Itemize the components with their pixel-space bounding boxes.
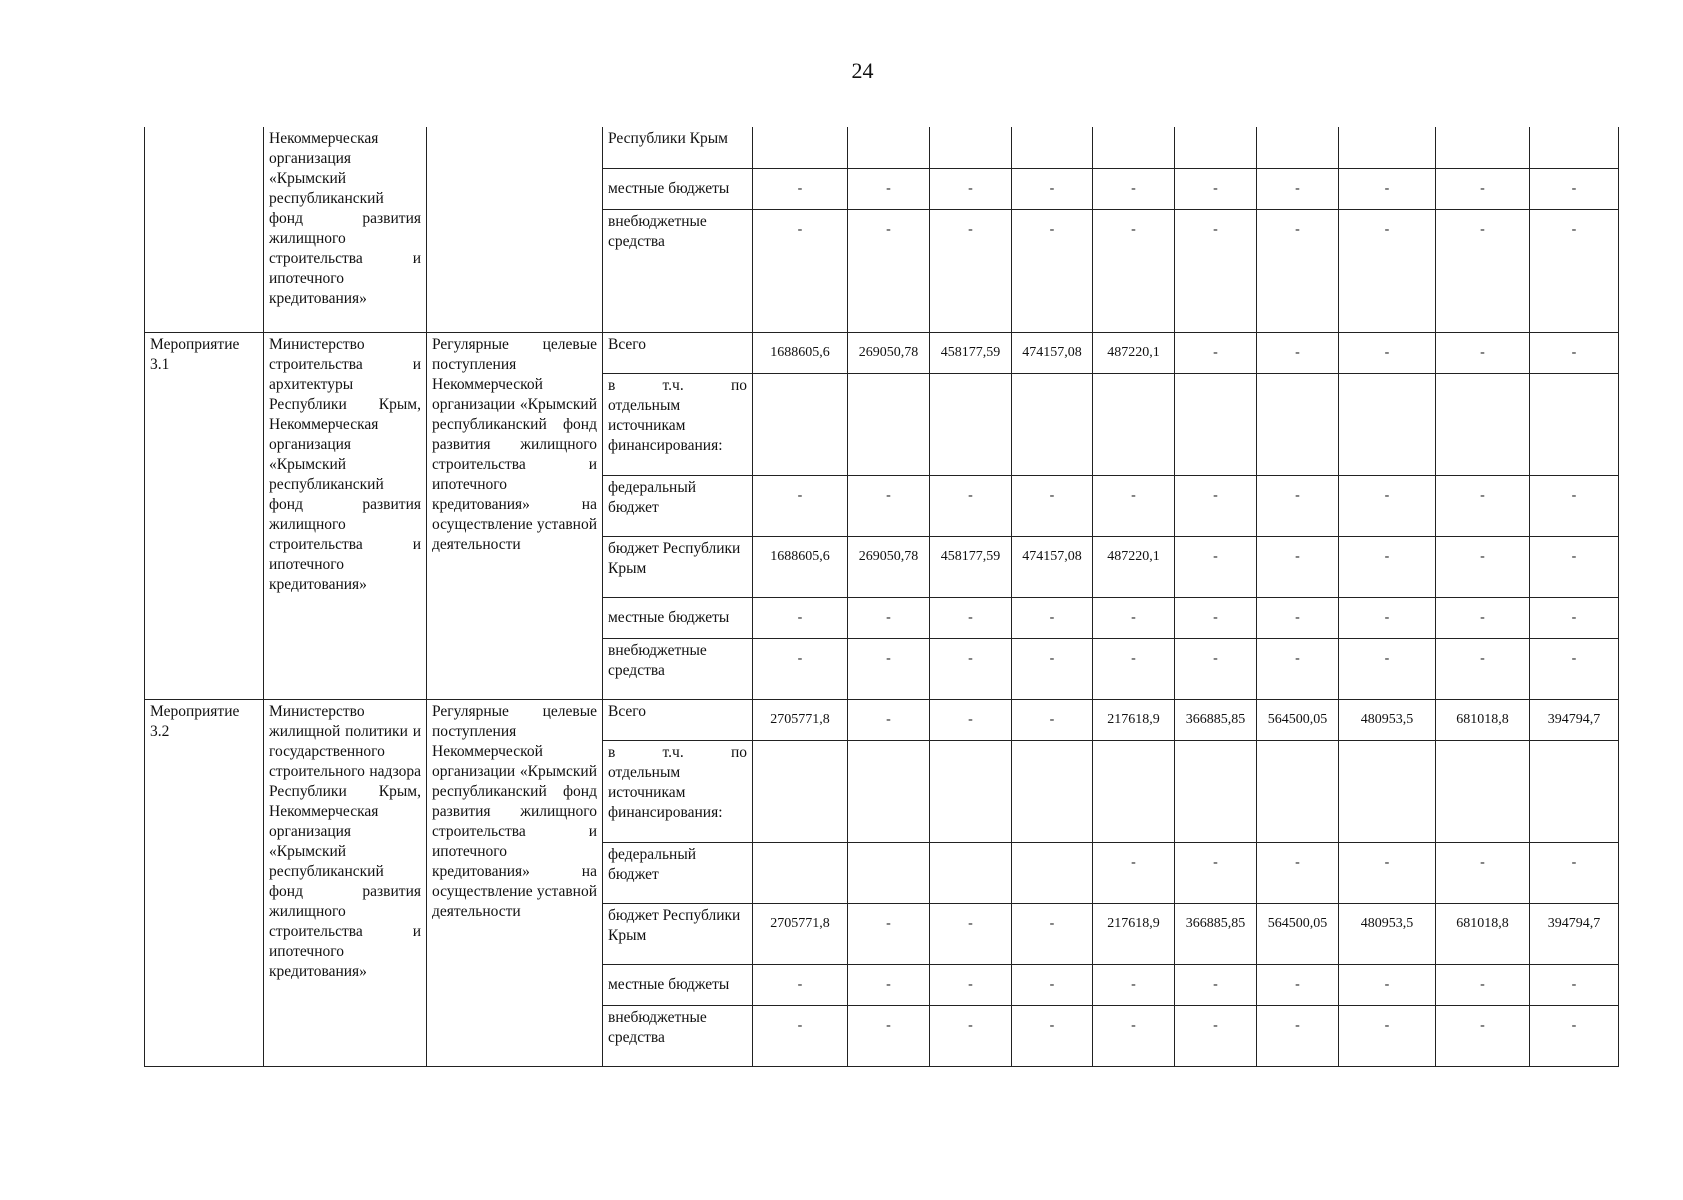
- value-cell: -: [1093, 209, 1175, 332]
- value-cell: [930, 127, 1012, 168]
- value-cell: -: [848, 209, 930, 332]
- value-cell: -: [1530, 1005, 1619, 1066]
- value-cell: [848, 373, 930, 475]
- value-cell: -: [1012, 475, 1093, 536]
- value-cell: -: [753, 638, 848, 699]
- value-cell: -: [1175, 597, 1257, 638]
- value-cell: -: [1530, 842, 1619, 903]
- source-cell: федеральный бюджет: [603, 475, 753, 536]
- value-cell: -: [1093, 638, 1175, 699]
- value-cell: -: [1257, 332, 1339, 373]
- value-cell: 1688605,6: [753, 536, 848, 597]
- value-cell: [1012, 373, 1093, 475]
- value-cell: -: [1339, 475, 1436, 536]
- value-cell: -: [1530, 597, 1619, 638]
- value-cell: [1093, 373, 1175, 475]
- source-text-first-line: в т.ч. по: [608, 376, 747, 394]
- value-cell: 366885,85: [1175, 699, 1257, 740]
- value-cell: 1688605,6: [753, 332, 848, 373]
- value-cell: -: [1012, 699, 1093, 740]
- value-cell: 480953,5: [1339, 903, 1436, 964]
- measure-name-cell: Мероприятие 3.2: [145, 699, 264, 1066]
- value-cell: -: [848, 699, 930, 740]
- value-cell: -: [848, 475, 930, 536]
- value-cell: -: [930, 903, 1012, 964]
- value-cell: -: [1436, 536, 1530, 597]
- value-cell: -: [1339, 332, 1436, 373]
- value-cell: -: [1339, 597, 1436, 638]
- value-cell: 2705771,8: [753, 903, 848, 964]
- value-cell: -: [848, 168, 930, 209]
- value-cell: [930, 740, 1012, 842]
- source-cell: местные бюджеты: [603, 168, 753, 209]
- value-cell: [1436, 127, 1530, 168]
- source-cell: Всего: [603, 699, 753, 740]
- value-cell: [1257, 740, 1339, 842]
- value-cell: [1530, 740, 1619, 842]
- value-cell: -: [848, 964, 930, 1005]
- measure-cell-empty: [145, 127, 264, 332]
- value-cell: -: [1012, 168, 1093, 209]
- executor-cell: Министерство строительства и архитектуры Республики Крым, Некоммерческая организация «Крымский республиканский фонд развития жилищного строительства и ипотечного кредитования»: [264, 332, 427, 699]
- value-cell: -: [1257, 638, 1339, 699]
- value-cell: -: [753, 475, 848, 536]
- value-cell: -: [753, 597, 848, 638]
- value-cell: -: [1175, 475, 1257, 536]
- value-cell: [848, 740, 930, 842]
- source-text: отдельным источникам финансирования:: [608, 763, 723, 821]
- table-body: [145, 127, 1619, 1066]
- value-cell: -: [930, 209, 1012, 332]
- value-cell: -: [1257, 209, 1339, 332]
- value-cell: -: [1012, 597, 1093, 638]
- value-cell: -: [1339, 209, 1436, 332]
- value-cell: -: [1436, 638, 1530, 699]
- value-cell: -: [1175, 842, 1257, 903]
- value-cell: -: [1175, 638, 1257, 699]
- value-cell: -: [848, 638, 930, 699]
- value-cell: -: [1436, 842, 1530, 903]
- value-cell: -: [1175, 964, 1257, 1005]
- value-cell: -: [1012, 209, 1093, 332]
- financing-table: [144, 127, 1619, 1067]
- value-cell: -: [753, 209, 848, 332]
- value-cell: -: [1339, 842, 1436, 903]
- value-cell: -: [1436, 168, 1530, 209]
- value-cell: -: [1093, 597, 1175, 638]
- value-cell: -: [1436, 209, 1530, 332]
- value-cell: [1093, 127, 1175, 168]
- value-cell: -: [1339, 1005, 1436, 1066]
- value-cell: -: [1339, 964, 1436, 1005]
- value-cell: -: [1257, 536, 1339, 597]
- value-cell: -: [1436, 1005, 1530, 1066]
- source-cell: [603, 373, 753, 475]
- value-cell: 487220,1: [1093, 332, 1175, 373]
- value-cell: [1175, 127, 1257, 168]
- source-cell: внебюджетные средства: [603, 1005, 753, 1066]
- value-cell: -: [1436, 597, 1530, 638]
- value-cell: -: [1257, 842, 1339, 903]
- value-cell: [1339, 740, 1436, 842]
- value-cell: 217618,9: [1093, 699, 1175, 740]
- value-cell: -: [1436, 964, 1530, 1005]
- value-cell: -: [753, 964, 848, 1005]
- value-cell: 217618,9: [1093, 903, 1175, 964]
- executor-cell: Министерство жилищной политики и государственного строительного надзора Республики Крым, Некоммерческая организация «Крымский республиканский фонд развития жилищного строительства и ипотечного кредитования»: [264, 699, 427, 1066]
- value-cell: [1093, 740, 1175, 842]
- measure-name-cell: Мероприятие 3.1: [145, 332, 264, 699]
- source-cell: местные бюджеты: [603, 964, 753, 1005]
- value-cell: -: [930, 1005, 1012, 1066]
- value-cell: -: [1257, 597, 1339, 638]
- value-cell: 458177,59: [930, 536, 1012, 597]
- value-cell: -: [1257, 1005, 1339, 1066]
- source-text: отдельным источникам финансирования:: [608, 396, 723, 454]
- source-cell: внебюджетные средства: [603, 638, 753, 699]
- value-cell: [1530, 373, 1619, 475]
- value-cell: [753, 740, 848, 842]
- value-cell: -: [1530, 964, 1619, 1005]
- source-cell: местные бюджеты: [603, 597, 753, 638]
- source-text-first-line: в т.ч. по: [608, 743, 747, 761]
- value-cell: [753, 842, 848, 903]
- value-cell: -: [1175, 168, 1257, 209]
- value-cell: 2705771,8: [753, 699, 848, 740]
- value-cell: -: [1530, 638, 1619, 699]
- value-cell: -: [930, 475, 1012, 536]
- value-cell: -: [1093, 168, 1175, 209]
- value-cell: [848, 842, 930, 903]
- source-cell: [603, 740, 753, 842]
- source-cell: федеральный бюджет: [603, 842, 753, 903]
- value-cell: 474157,08: [1012, 536, 1093, 597]
- value-cell: -: [1436, 332, 1530, 373]
- value-cell: -: [930, 638, 1012, 699]
- value-cell: -: [1339, 168, 1436, 209]
- value-cell: [1012, 842, 1093, 903]
- value-cell: -: [1257, 964, 1339, 1005]
- value-cell: -: [1530, 475, 1619, 536]
- description-cell-empty: [427, 127, 603, 332]
- value-cell: -: [1175, 332, 1257, 373]
- value-cell: [1257, 373, 1339, 475]
- value-cell: -: [848, 597, 930, 638]
- value-cell: [1257, 127, 1339, 168]
- value-cell: -: [1012, 638, 1093, 699]
- value-cell: -: [1257, 475, 1339, 536]
- value-cell: [1436, 740, 1530, 842]
- value-cell: 366885,85: [1175, 903, 1257, 964]
- table-row: [145, 127, 1619, 168]
- source-cell: внебюджетные средства: [603, 209, 753, 332]
- value-cell: -: [1093, 475, 1175, 536]
- value-cell: 480953,5: [1339, 699, 1436, 740]
- value-cell: -: [753, 168, 848, 209]
- source-cell: бюджет Республики Крым: [603, 536, 753, 597]
- value-cell: -: [1436, 475, 1530, 536]
- value-cell: 681018,8: [1436, 903, 1530, 964]
- value-cell: [1175, 373, 1257, 475]
- value-cell: -: [1257, 168, 1339, 209]
- source-cell: Республики Крым: [603, 127, 753, 168]
- value-cell: -: [930, 168, 1012, 209]
- value-cell: [753, 373, 848, 475]
- value-cell: [1175, 740, 1257, 842]
- value-cell: [1339, 373, 1436, 475]
- value-cell: [930, 842, 1012, 903]
- value-cell: 394794,7: [1530, 699, 1619, 740]
- value-cell: [1012, 127, 1093, 168]
- description-cell: Регулярные целевые поступления Некоммерческой организации «Крымский республиканский фонд развития жилищного строительства и ипотечного кредитования» на осуществление уставной деятельности: [427, 332, 603, 699]
- value-cell: -: [1093, 1005, 1175, 1066]
- value-cell: -: [1012, 1005, 1093, 1066]
- value-cell: -: [1012, 964, 1093, 1005]
- value-cell: [848, 127, 930, 168]
- value-cell: 564500,05: [1257, 699, 1339, 740]
- value-cell: -: [1093, 964, 1175, 1005]
- value-cell: -: [1530, 209, 1619, 332]
- value-cell: [753, 127, 848, 168]
- value-cell: 458177,59: [930, 332, 1012, 373]
- value-cell: 394794,7: [1530, 903, 1619, 964]
- value-cell: -: [1093, 842, 1175, 903]
- value-cell: [1012, 740, 1093, 842]
- value-cell: [1339, 127, 1436, 168]
- value-cell: -: [1530, 168, 1619, 209]
- value-cell: -: [930, 964, 1012, 1005]
- value-cell: [1436, 373, 1530, 475]
- value-cell: [1530, 127, 1619, 168]
- value-cell: 564500,05: [1257, 903, 1339, 964]
- value-cell: -: [1339, 536, 1436, 597]
- value-cell: [930, 373, 1012, 475]
- table-row: [145, 699, 1619, 740]
- value-cell: -: [1012, 903, 1093, 964]
- value-cell: 474157,08: [1012, 332, 1093, 373]
- value-cell: -: [930, 597, 1012, 638]
- value-cell: -: [1339, 638, 1436, 699]
- value-cell: -: [1530, 536, 1619, 597]
- source-cell: бюджет Республики Крым: [603, 903, 753, 964]
- value-cell: -: [1530, 332, 1619, 373]
- description-cell: Регулярные целевые поступления Некоммерческой организации «Крымский республиканский фонд развития жилищного строительства и ипотечного кредитования» на осуществление уставной деятельности: [427, 699, 603, 1066]
- table-row: [145, 332, 1619, 373]
- value-cell: -: [848, 1005, 930, 1066]
- value-cell: 269050,78: [848, 332, 930, 373]
- value-cell: -: [1175, 209, 1257, 332]
- value-cell: -: [930, 699, 1012, 740]
- value-cell: -: [848, 903, 930, 964]
- value-cell: 487220,1: [1093, 536, 1175, 597]
- value-cell: -: [1175, 536, 1257, 597]
- page-number: 24: [851, 58, 874, 83]
- executor-cell: Некоммерческая организация «Крымский республиканский фонд развития жилищного строительства и ипотечного кредитования»: [264, 127, 427, 332]
- value-cell: -: [1175, 1005, 1257, 1066]
- value-cell: 269050,78: [848, 536, 930, 597]
- value-cell: 681018,8: [1436, 699, 1530, 740]
- source-cell: Всего: [603, 332, 753, 373]
- value-cell: -: [753, 1005, 848, 1066]
